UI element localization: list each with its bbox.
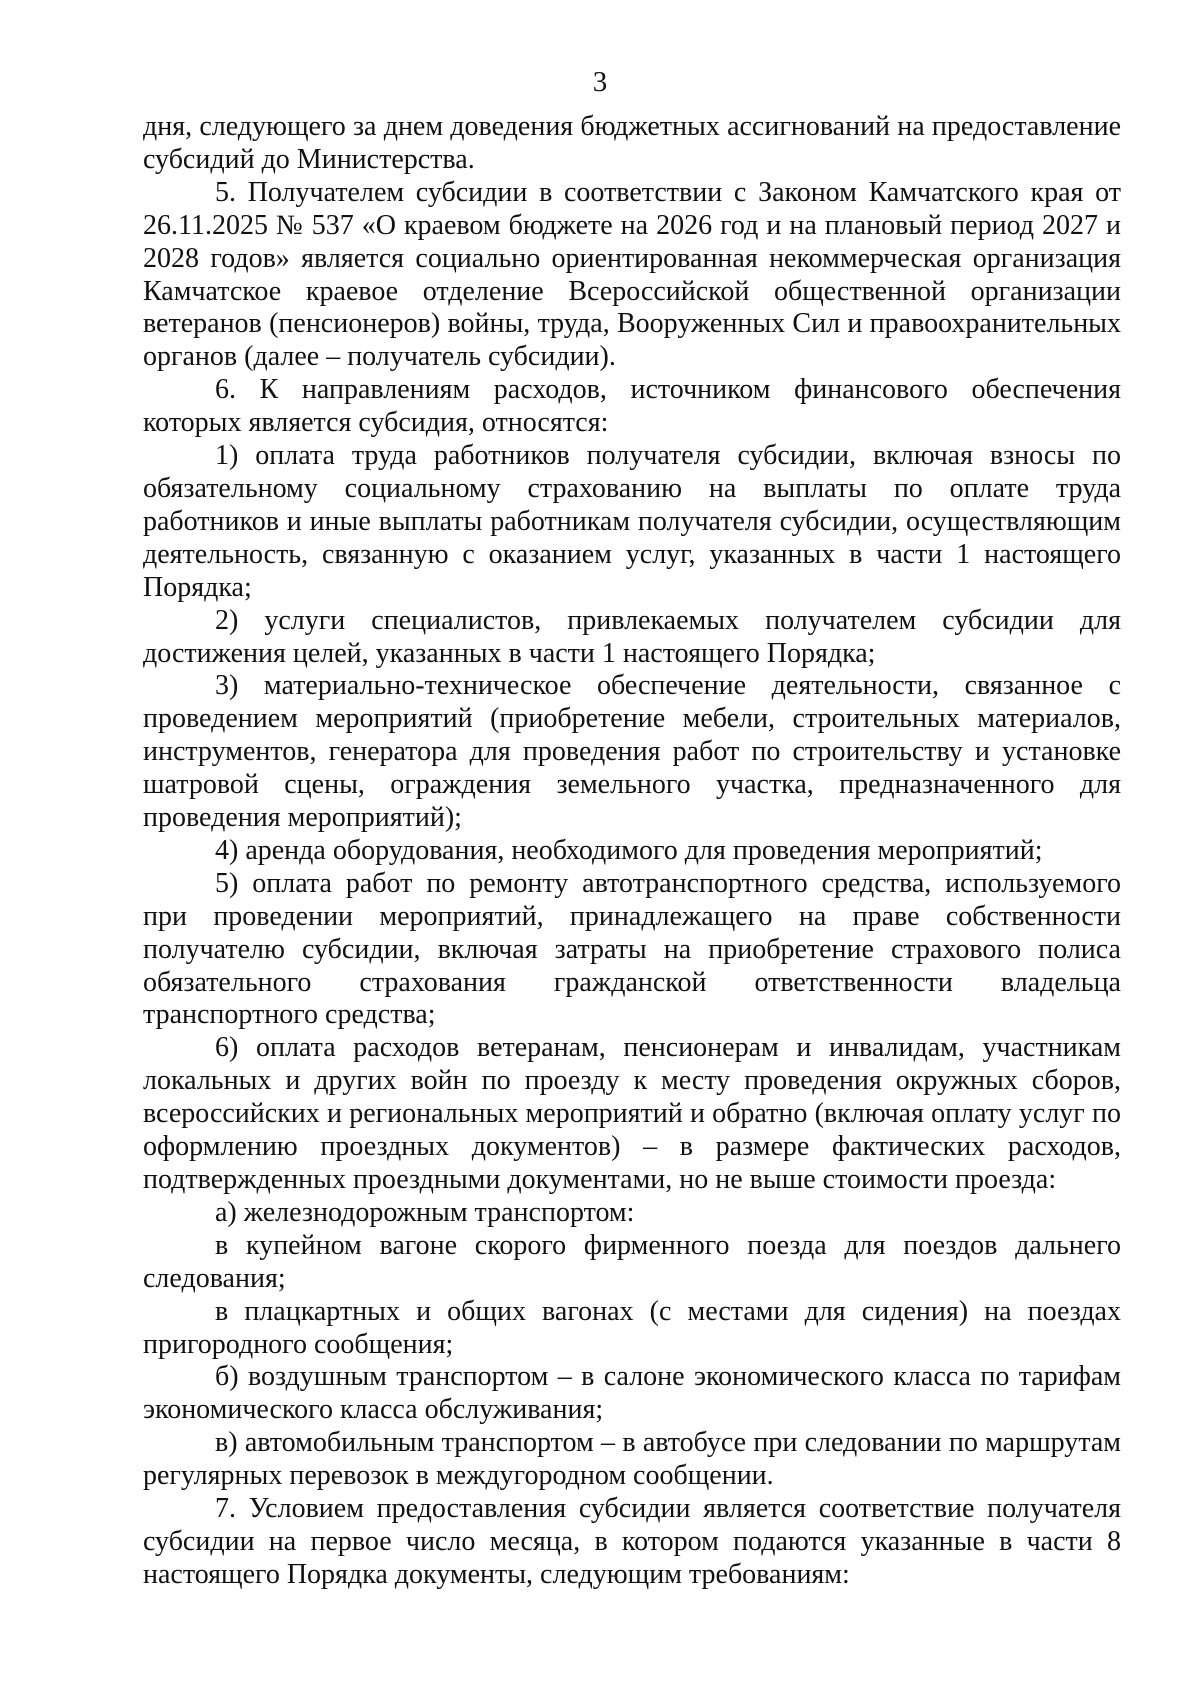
subitem-a-text-1: в купейном вагоне скорого фирменного поезда для поездов дальнего следования; — [143, 1229, 1121, 1294]
list-item-2: 2) услуги специалистов, привлекаемых получателем субсидии для достижения целей, указанных в части 1 настоящего Порядка; — [143, 604, 1121, 669]
paragraph-6: 6. К направлениям расходов, источником финансового обеспечения которых является субсидия, относятся: — [143, 374, 1121, 439]
list-item-6: 6) оплата расходов ветеранам, пенсионерам и инвалидам, участникам локальных и других войн по проезду к месту проведения окружных сборов, всероссийских и региональных мероприятий и обратно (включая оплату услуг по оформлению проездных документов) – в размере фактических расходов, подтвержденных проездными документами, но не выше стоимости проезда: — [143, 1032, 1121, 1195]
document-body — [143, 111, 1121, 1592]
list-item-1: 1) оплата труда работников получателя субсидии, включая взносы по обязательному социальному страхованию на выплаты по оплате труда работников и иные выплаты работникам получателя субсидии, осуществляющим деятельность, связанную с оказанием услуг, указанных в части 1 настоящего Порядка; — [143, 440, 1121, 603]
page-number: 3 — [592, 66, 608, 98]
subitem-a: а) железнодорожным транспортом: — [215, 1196, 635, 1228]
list-item-3: 3) материально-техническое обеспечение деятельности, связанное с проведением мероприятий (приобретение мебели, строительных материалов, инструментов, генератора для проведения работ по строительству и установке шатровой сцены, ограждения земельного участка, предназначенного для проведения мероприятий); — [143, 670, 1121, 834]
paragraph-continuation: дня, следующего за днем доведения бюджетных ассигнований на предоставление субсидий до Министерства. — [143, 111, 1121, 175]
list-item-5: 5) оплата работ по ремонту автотранспортного средства, используемого при проведении мероприятий, принадлежащего на праве собственности получателю субсидии, включая затраты на приобретение страхового полиса обязательного страхования гражданской ответственности владельца транспортного средства; — [143, 867, 1121, 1031]
paragraph-5: 5. Получателем субсидии в соответствии с Законом Камчатского края от 26.11.2025 № 537 «О краевом бюджете на 2026 год и на плановый период 2027 и 2028 годов» является социально ориентированная некоммерческая организация Камчатское краевое отделение Всероссийской общественной организации ветеранов (пенсионеров) войны, труда, Вооруженных Сил и правоохранительных органов (далее – получатель субсидии). — [143, 176, 1121, 373]
subitem-v: в) автомобильным транспортом – в автобусе при следовании по маршрутам регулярных перевозок в междугородном сообщении. — [143, 1427, 1121, 1492]
subitem-b: б) воздушным транспортом – в салоне экономического класса по тарифам экономического класса обслуживания; — [143, 1361, 1121, 1426]
paragraph-7: 7. Условием предоставления субсидии является соответствие получателя субсидии на первое число месяца, в котором подаются указанные в части 8 настоящего Порядка документы, следующим требованиям: — [143, 1493, 1121, 1590]
list-item-4: 4) аренда оборудования, необходимого для проведения мероприятий; — [215, 834, 1043, 866]
subitem-a-text-2: в плацкартных и общих вагонах (с местами для сидения) на поездах пригородного сообщения; — [143, 1295, 1121, 1360]
